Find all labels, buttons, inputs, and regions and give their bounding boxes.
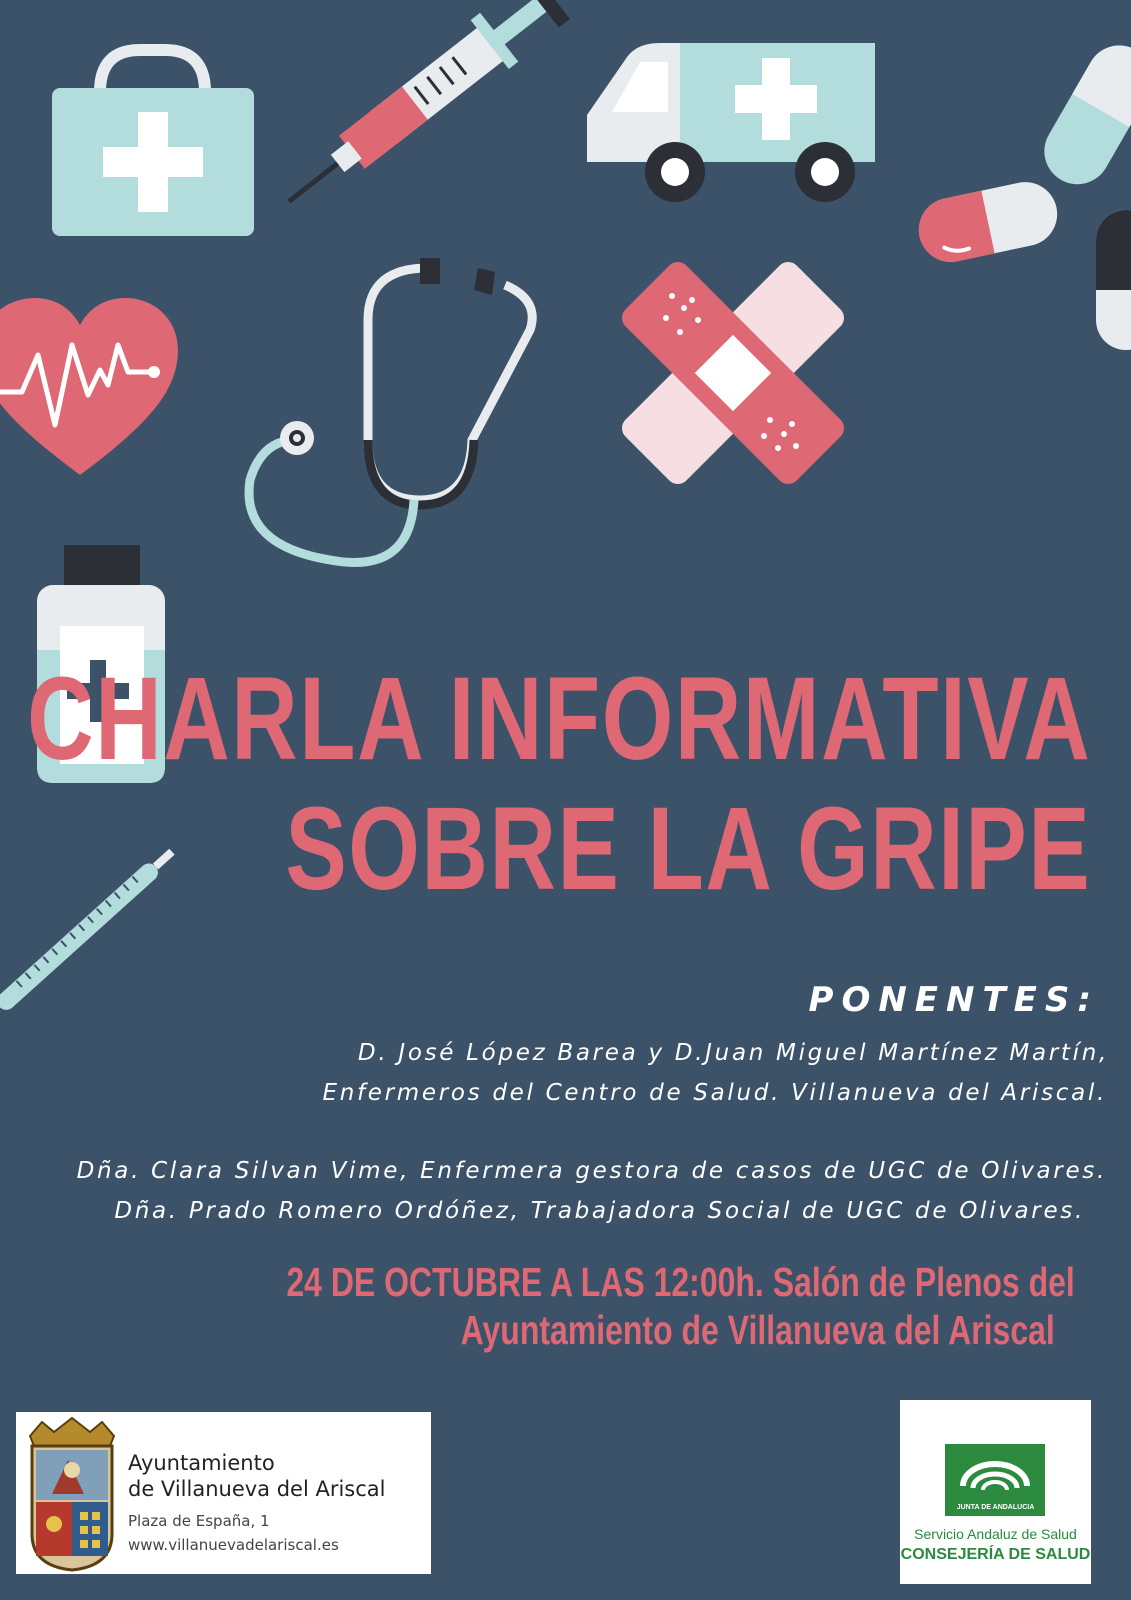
title-line-2: SOBRE LA GRIPE [285, 783, 1091, 915]
first-aid-kit-icon [52, 50, 254, 236]
ayuntamiento-name: Ayuntamiento de Villanueva del Ariscal [128, 1451, 386, 1501]
ayuntamiento-website: www.villanuevadelariscal.es [128, 1536, 339, 1554]
speaker-line: Enfermeros del Centro de Salud. Villanueva del Ariscal. [322, 1080, 1107, 1106]
title-line-1: CHARLA INFORMATIVA [26, 653, 1091, 785]
heart-pulse-icon [0, 298, 178, 475]
ambulance-icon [587, 43, 875, 202]
syringe-icon [270, 0, 571, 226]
thermometer-icon [0, 845, 178, 1014]
ayuntamiento-logo [16, 1412, 431, 1574]
coat-of-arms-icon [22, 1416, 122, 1572]
ayuntamiento-address: Plaza de España, 1 [128, 1512, 270, 1530]
speaker-line: Dña. Clara Silvan Vime, Enfermera gestora de casos de UGC de Olivares. [76, 1158, 1107, 1184]
event-date-line: 24 DE OCTUBRE A LAS 12:00h. Salón de Plenos del [286, 1259, 1075, 1305]
sas-service-label: Servicio Andaluz de Salud [914, 1526, 1077, 1542]
speakers-heading: PONENTES: [808, 980, 1099, 1020]
sas-department-label: CONSEJERÍA DE SALUD [900, 1546, 1091, 1563]
stethoscope-icon [249, 258, 532, 563]
sas-logo [900, 1400, 1091, 1584]
pill-capsule-icon [913, 33, 1131, 350]
event-place-line: Ayuntamiento de Villanueva del Ariscal [460, 1307, 1055, 1353]
bandage-icon [617, 257, 849, 489]
speaker-line: D. José López Barea y D.Juan Miguel Martínez Martín, [357, 1040, 1109, 1066]
junta-label: JUNTA DE ANDALUCIA [956, 1504, 1035, 1511]
speaker-line: Dña. Prado Romero Ordóñez, Trabajadora Social de UGC de Olivares. [114, 1198, 1085, 1224]
